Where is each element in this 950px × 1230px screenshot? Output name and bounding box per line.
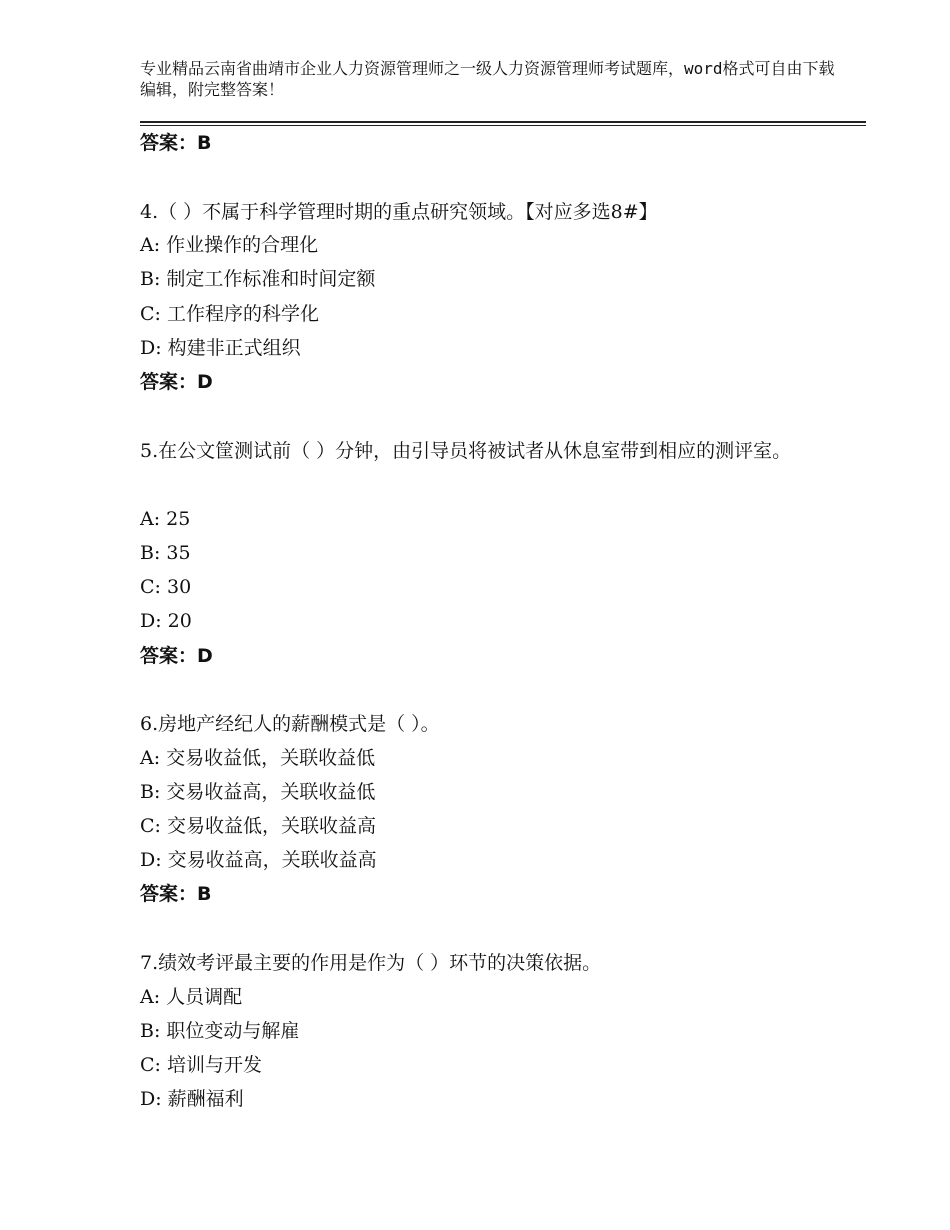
question-answer: 答案：B: [140, 883, 212, 905]
question-answer: 答案：D: [140, 371, 213, 393]
question-stem: 4.（ ）不属于科学管理时期的重点研究领域。【对应多选8#】: [140, 201, 658, 223]
header-divider-thin: [140, 125, 866, 126]
question-stem: 7.绩效考评最主要的作用是作为（ ）环节的决策依据。: [140, 952, 602, 974]
option-d: D: 构建非正式组织: [140, 337, 301, 359]
option-a: A: 人员调配: [140, 986, 243, 1008]
option-a: A: 25: [140, 508, 191, 530]
previous-answer: 答案：B: [140, 132, 212, 154]
option-d: D: 薪酬福利: [140, 1088, 244, 1110]
header-divider: [140, 121, 866, 123]
question-stem: 6.房地产经纪人的薪酬模式是（ ）。: [140, 713, 440, 735]
question-stem: 5.在公文筐测试前（ ）分钟，由引导员将被试者从休息室带到相应的测评室。: [140, 440, 792, 462]
question-answer: 答案：D: [140, 645, 213, 667]
option-a: A: 作业操作的合理化: [140, 234, 319, 256]
option-c: C: 交易收益低，关联收益高: [140, 815, 376, 837]
option-d: D: 20: [140, 610, 192, 632]
option-b: B: 交易收益高，关联收益低: [140, 781, 376, 803]
option-c: C: 培训与开发: [140, 1054, 262, 1076]
option-b: B: 35: [140, 542, 191, 564]
document-header: 专业精品云南省曲靖市企业人力资源管理师之一级人力资源管理师考试题库，word格式可自由下载编辑，附完整答案！: [140, 59, 835, 99]
option-a: A: 交易收益低，关联收益低: [140, 747, 376, 769]
option-c: C: 30: [140, 576, 192, 598]
option-b: B: 职位变动与解雇: [140, 1020, 300, 1042]
option-c: C: 工作程序的科学化: [140, 303, 319, 325]
option-d: D: 交易收益高，关联收益高: [140, 849, 377, 871]
option-b: B: 制定工作标准和时间定额: [140, 268, 376, 290]
